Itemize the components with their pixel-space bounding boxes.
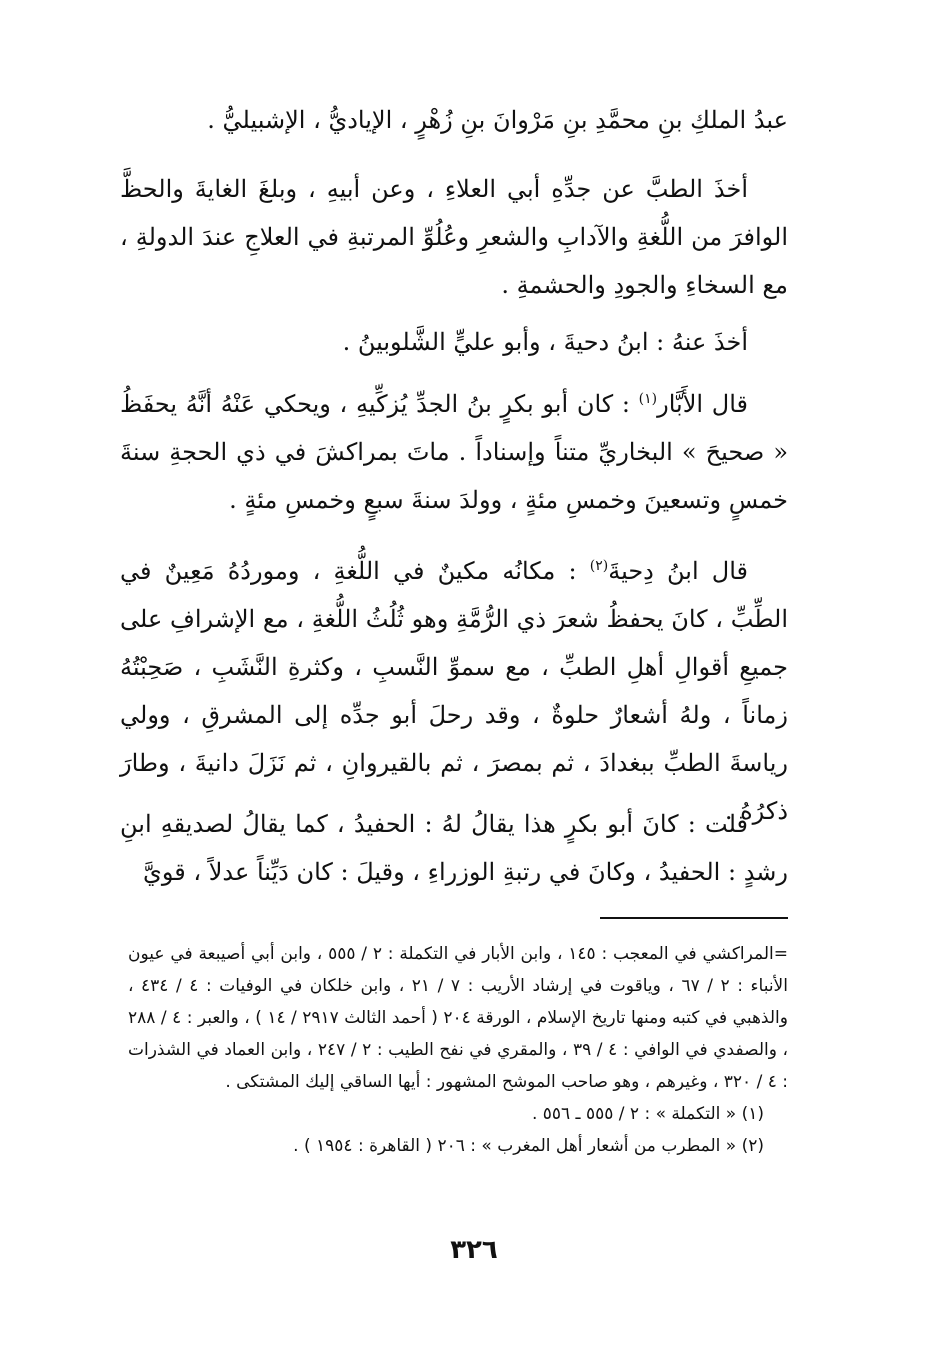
paragraph-ibn-dihya-quote	[120, 547, 788, 835]
footnote-divider	[600, 917, 788, 919]
biography-heading: عبدُ الملكِ بنِ محمَّدِ بنِ مَرْوانَ بنِ زُهْرٍ ، الإياديُّ ، الإشبيليُّ .	[207, 106, 788, 134]
footnote-continuation: =المراكشي في المعجب : ١٤٥ ، وابن الأبار في التكملة : ٢ / ٥٥٥ ، وابن أبي أصيبعة في عيون الأنباء : ٢ / ٦٧ ، وياقوت في إرشاد الأريب : ٧ / ٢١ ، وابن خلكان في الوفيات : ٤ / ٤٣٤ ، والذهبي في كتبه ومنها تاريخ الإسلام ، الورقة ٢٠٤ ( أحمد الثالث ٢٩١٧ / ١٤ ) ، والعبر : ٤ / ٢٨٨ ، والصفدي في الوافي : ٤ / ٣٩ ، والمقري في نفح الطيب : ٢ / ٢٤٧ ، وابن العماد في الشذرات : ٤ / ٣٢٠ ، وغيرهم ، وهو صاحب الموشح المشهور : أيها الساقي إليك المشتكى .	[128, 944, 788, 1092]
al-abbar-quote-rest: : كان أبو بكرٍ بنُ الجدِّ يُزكِّيهِ ، ويحكي عَنْهُ أنَّهُ يحفَظُ « صحيحَ » البخاريِّ متناً وإسناداً . ماتَ بمراكشَ في ذي الحجةِ سنةَ خمسٍ وتسعينَ وخمسِ مئةٍ ، وولدَ سنةَ سبعٍ وخمسِ مئةٍ .	[120, 390, 788, 514]
footnotes-section	[128, 938, 788, 1162]
footnote-2: (٢) « المطرب من أشعار أهل المغرب » : ٢٠٦ ( القاهرة : ١٩٥٤ ) .	[293, 1136, 764, 1156]
footnote-ref-1: (١)	[638, 391, 658, 407]
paragraph-al-abbar-quote	[120, 380, 788, 524]
ibn-dihya-quote-start: قال ابنُ دِحيةَ	[608, 557, 749, 585]
footnote-ref-2: (٢)	[589, 558, 609, 574]
al-abbar-quote-start: قال الأَبَّار	[657, 390, 748, 418]
paragraph-students: أخذَ عنهُ : ابنُ دحيةَ ، وأبو عليٍّ الشَّلوبينُ .	[342, 328, 748, 356]
paragraph-author-comment: قلت : كانَ أبو بكرٍ هذا يقالُ لهُ : الحفيدُ ، كما يقالُ لصديقهِ ابنِ رشدٍ : الحفيدُ ، وكانَ في رتبةِ الوزراءِ ، وقيلَ : كان دَيِّناً عدلاً ، قويَّ	[120, 810, 788, 886]
paragraph-medical-training: أخذَ الطبَّ عن جدِّهِ أبي العلاءِ ، وعن أبيهِ ، وبلغَ الغايةَ والحظَّ الوافرَ من اللُّغةِ والآدابِ والشعرِ وعُلُوِّ المرتبةِ في العلاجِ عندَ الدولةِ ، مع السخاءِ والجودِ والحشمةِ .	[120, 175, 788, 299]
page-number: ٣٢٦	[450, 1235, 498, 1265]
footnote-1: (١) « التكملة » : ٢ / ٥٥٥ ـ ٥٥٦ .	[531, 1104, 764, 1124]
ibn-dihya-quote-rest: : مكانُه مكينٌ في اللُّغةِ ، وموردُهُ مَعِينٌ في الطِّبِّ ، كانَ يحفظُ شعرَ ذي الرُّمَّةِ وهو ثُلُثُ اللُّغةِ ، مع الإشرافِ على جميعِ أقوالِ أهلِ الطبِّ ، مع سموِّ النَّسبِ ، وكثرةِ النَّشَبِ ، صَحِبْتُهُ زماناً ، ولهُ أشعارٌ حلوةٌ ، وقد رحلَ أبو جدِّه إلى المشرقِ ، وولي رياسةَ الطبِّ ببغدادَ ، ثم بمصرَ ، ثم بالقيروانِ ، ثم نَزَلَ دانيةَ ، وطارَ ذكرُهُ .	[120, 557, 788, 825]
